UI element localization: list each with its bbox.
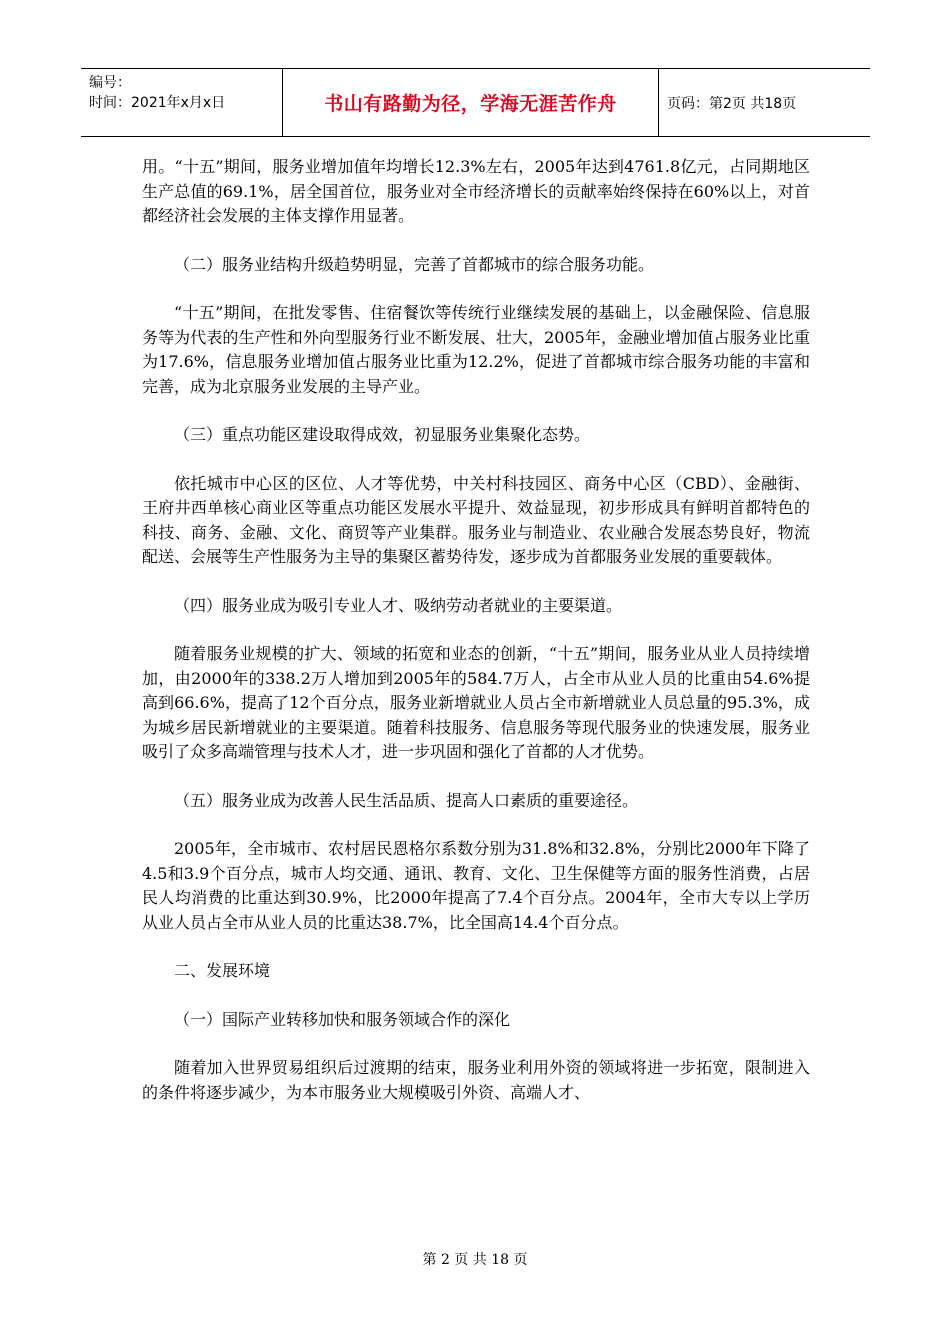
header-motto: 书山有路勤为径，学海无涯苦作舟 <box>324 93 617 115</box>
page-header <box>81 68 870 137</box>
doc-number-label: 编号： <box>89 75 131 91</box>
section-heading: （一）国际产业转移加快和服务领域合作的深化 <box>174 1009 511 1029</box>
section-heading: （四）服务业成为吸引专业人才、吸纳劳动者就业的主要渠道。 <box>174 595 623 615</box>
body-paragraph: 依托城市中心区的区位、人才等优势，中关村科技园区、商务中心区（CBD）、金融街、王府井西单核心商业区等重点功能区发展水平提升、效益显现，初步形成具有鲜明首都特色的科技、商务、金融、文化、商贸等产业集群。服务业与制造业、农业融合发展态势良好，物流配送、会展等生产性服务为主导的集聚区蓄势待发，逐步成为首都服务业发展的重要载体。 <box>142 473 810 566</box>
body-paragraph: “十五”期间，在批发零售、住宿餐饮等传统行业继续发展的基础上，以金融保险、信息服务等为代表的生产性和外向型服务行业不断发展、壮大，2005年，金融业增加值占服务业比重为17.6%，信息服务业增加值占服务业比重为12.2%，促进了首都城市综合服务功能的丰富和完善，成为北京服务业发展的主导产业。 <box>142 303 810 396</box>
header-motto-cell <box>283 69 659 136</box>
page-footer <box>0 1249 950 1269</box>
section-heading: （三）重点功能区建设取得成效，初显服务业集聚化态势。 <box>174 425 591 444</box>
body-paragraph: 2005年，全市城市、农村居民恩格尔系数分别为31.8%和32.8%，分别比2000年下降了4.5和3.9个百分点，城市人均交通、通讯、教育、文化、卫生保健等方面的服务性消费，占居民人均消费的比重达到30.9%，比2000年提高了7.4个百分点。2004年，全市大专以上学历从业人员占全市从业人员的比重达38.7%，比全国高14.4个百分点。 <box>142 839 810 932</box>
header-page-label: 页码：第2页 共18页 <box>667 95 797 112</box>
doc-time-label: 时间：2021年x月x日 <box>89 95 226 111</box>
header-meta-cell <box>81 69 283 136</box>
body-paragraph: 随着服务业规模的扩大、领域的拓宽和业态的创新，“十五”期间，服务业从业人员持续增加，由2000年的338.2万人增加到2005年的584.7万人，占全市从业人员的比重由54.6%提高到66.6%，提高了12个百分点，服务业新增就业人员占全市新增就业人员总量的95.3%，成为城乡居民新增就业的主要渠道。随着科技服务、信息服务等现代服务业的快速发展，服务业吸引了众多高端管理与技术人才，进一步巩固和强化了首都的人才优势。 <box>142 644 810 761</box>
document-body <box>142 155 810 1129</box>
section-heading: （二）服务业结构升级趋势明显，完善了首都城市的综合服务功能。 <box>174 254 655 274</box>
header-page-cell <box>659 69 870 136</box>
section-heading: 二、发展环境 <box>174 961 271 980</box>
body-paragraph: 随着加入世界贸易组织后过渡期的结束，服务业利用外资的领域将进一步拓宽，限制进入的条件将逐步减少，为本市服务业大规模吸引外资、高端人才、 <box>142 1058 810 1102</box>
body-paragraph: 用。“十五”期间，服务业增加值年均增长12.3%左右，2005年达到4761.8亿元，占同期地区生产总值的69.1%，居全国首位，服务业对全市经济增长的贡献率始终保持在60%以上，对首都经济社会发展的主体支撑作用显著。 <box>142 157 810 225</box>
footer-page-number: 第 2 页 共 18 页 <box>422 1252 528 1268</box>
section-heading: （五）服务业成为改善人民生活品质、提高人口素质的重要途径。 <box>174 790 639 810</box>
